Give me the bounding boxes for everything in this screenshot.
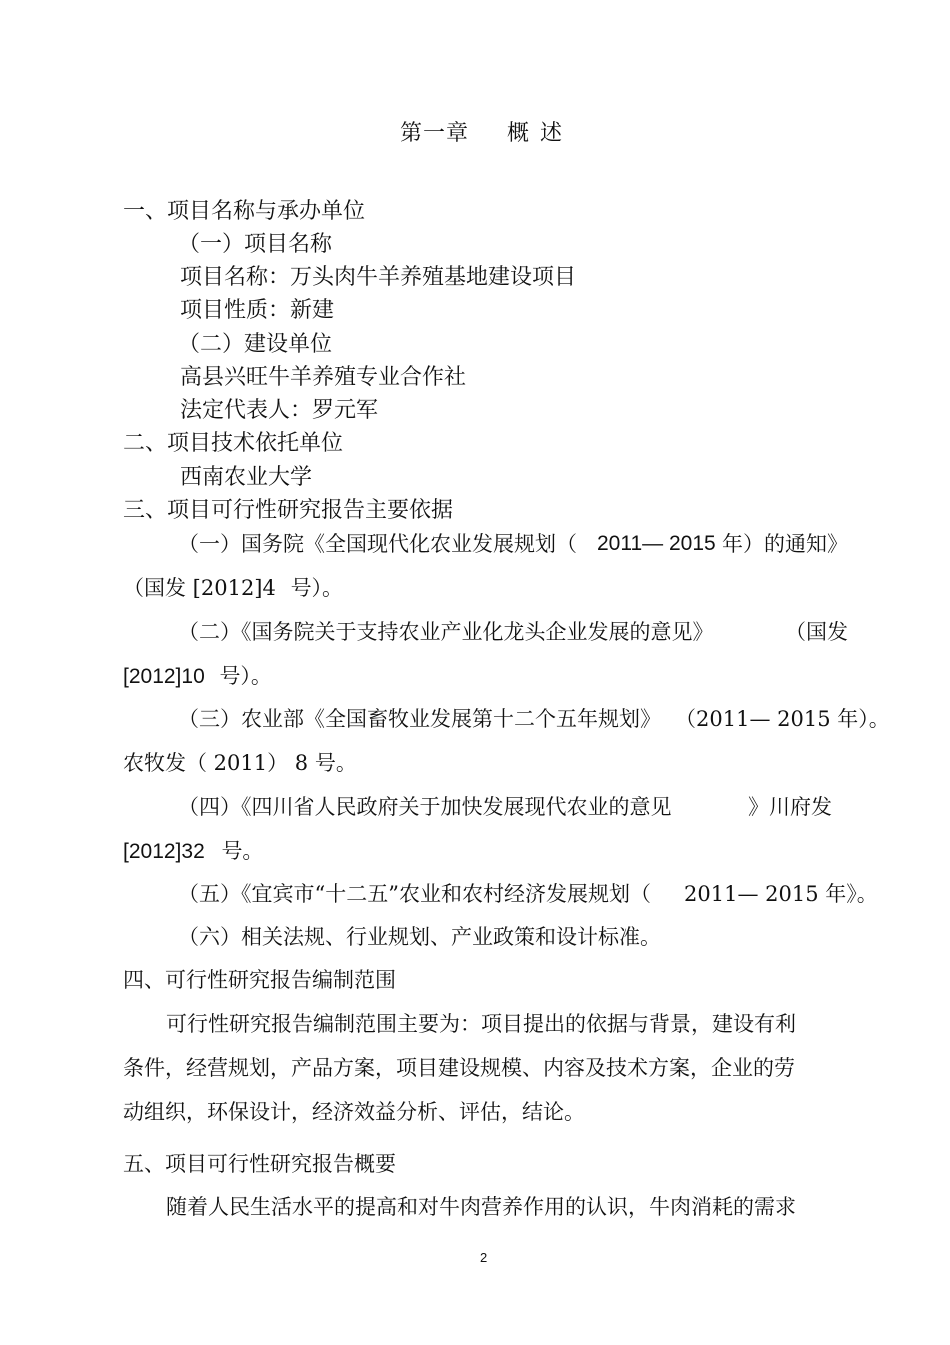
basis-2-line-2 xyxy=(123,662,272,691)
basis-1-years: 2011— 2015 xyxy=(597,532,716,555)
chapter-title-char-1: 概 xyxy=(507,121,531,146)
basis-4-line-1: （四）《四川省人民政府关于加快发展现代农业的意见 xyxy=(178,795,672,819)
basis-1-tail: 年）的通知》 xyxy=(722,532,848,556)
basis-1-doc-suffix: 号）。 xyxy=(290,576,344,600)
construction-unit: 高县兴旺牛羊养殖专业合作社 xyxy=(180,365,467,390)
section-5-para-line-1: 随着人民生活水平的提高和对牛肉营养作用的认识，牛肉消耗的需求 xyxy=(166,1195,796,1219)
project-nature-line: 项目性质：新建 xyxy=(180,298,335,323)
basis-3-years: （2011— 2015 年）。 xyxy=(675,707,890,731)
basis-3-line-1: （三）农业部《全国畜牧业发展第十二个五年规划》 xyxy=(178,707,661,731)
basis-5-years: 2011— 2015 年》。 xyxy=(684,882,878,906)
chapter-title-char-2: 述 xyxy=(540,121,564,146)
section-2-heading: 二、项目技术依托单位 xyxy=(123,431,344,456)
section-1-heading: 一、项目名称与承办单位 xyxy=(123,199,366,224)
basis-2-doc-suffix: 号）。 xyxy=(219,664,272,688)
basis-1-line-2 xyxy=(123,574,343,602)
basis-2-doc-number: [2012]10 xyxy=(123,665,205,688)
section-1-sub-1: （一）项目名称 xyxy=(178,232,333,257)
basis-4-doc-suffix: 号。 xyxy=(221,839,264,863)
section-5-heading: 五、项目可行性研究报告概要 xyxy=(123,1152,396,1176)
tech-support-unit: 西南农业大学 xyxy=(180,465,313,490)
section-4-para-line-1: 可行性研究报告编制范围主要为：项目提出的依据与背景，建设有利 xyxy=(166,1012,796,1036)
chapter-title xyxy=(400,120,563,148)
chapter-label: 第一章 xyxy=(400,121,470,146)
section-4-heading: 四、可行性研究报告编制范围 xyxy=(123,968,396,992)
basis-2-line-1: （二）《国务院关于支持农业产业化龙头企业发展的意见》 xyxy=(178,620,714,644)
legal-representative: 法定代表人：罗元军 xyxy=(180,398,379,423)
basis-1-line-1 xyxy=(178,530,577,558)
section-3-heading: 三、项目可行性研究报告主要依据 xyxy=(123,498,454,523)
basis-1-doc-number: （国发 [2012]4 xyxy=(123,576,276,600)
basis-5-line-1: （五）《宜宾市“十二五”农业和农村经济发展规划（ xyxy=(178,882,651,906)
basis-4-line-2 xyxy=(123,837,263,866)
section-4-para-line-3: 动组织，环保设计，经济效益分析、评估，结论。 xyxy=(123,1100,585,1124)
basis-6-line: （六）相关法规、行业规划、产业政策和设计标准。 xyxy=(178,925,661,949)
basis-1-text: （一）国务院《全国现代化农业发展规划（ xyxy=(178,532,577,556)
basis-3-line-2: 农牧发（ 2011） 8 号。 xyxy=(123,751,357,775)
basis-4-tail: 》川府发 xyxy=(748,795,832,819)
section-4-para-line-2: 条件，经营规划，产品方案，项目建设规模、内容及技术方案，企业的劳 xyxy=(123,1056,795,1080)
basis-2-prefix: （国发 xyxy=(785,620,848,644)
section-1-sub-2: （二）建设单位 xyxy=(178,332,333,357)
project-name-line: 项目名称：万头肉牛羊养殖基地建设项目 xyxy=(180,265,577,290)
page-number: 2 xyxy=(480,1250,488,1265)
basis-4-doc-number: [2012]32 xyxy=(123,840,205,863)
